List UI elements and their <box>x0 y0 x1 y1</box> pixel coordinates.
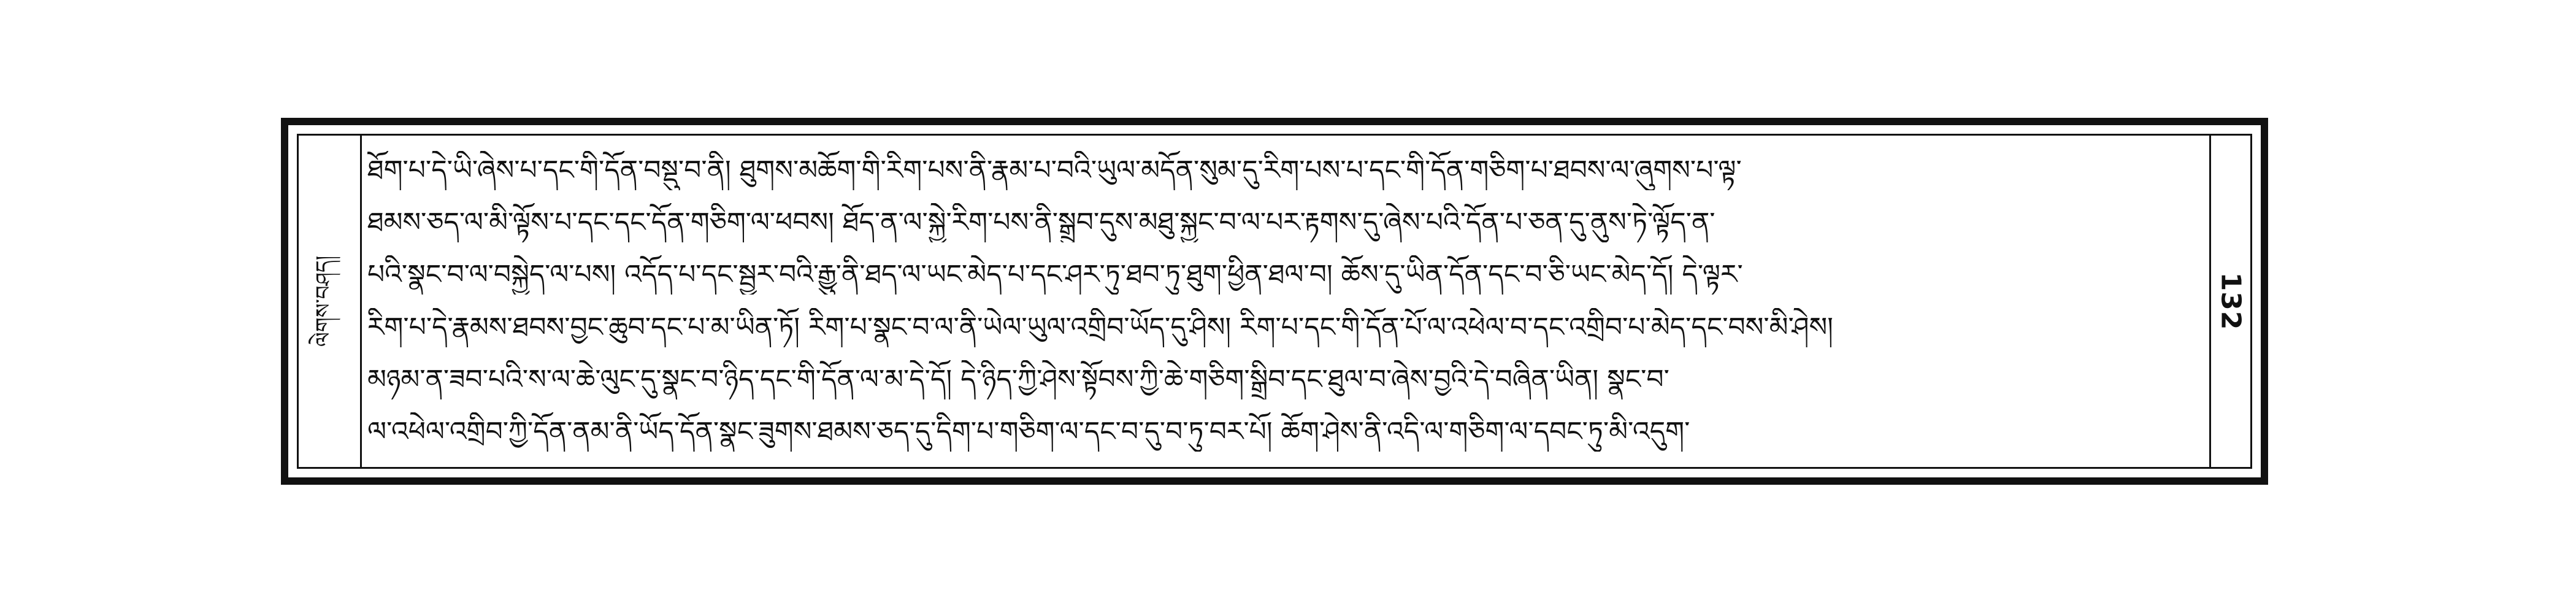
text-block <box>367 144 2204 458</box>
text-line-2: ཐམས་ཅད་ལ་མི་ལྟོས་པ་དང་དང་དོན་གཅིག་ལ་ཕབས། ཐོད་ན་ལ་སྐྱེ་རིག་པས་ནི་སྒྲུབ་དུས་མཐུ་སྐྱང་བ་ལ་པར་རྟགས་དུ་ཞེས་པའི་དོན་པ་ཅན་དུ་ནུས་ཏེ་ལྟོད་ན་ <box>367 206 1715 238</box>
page-number: 132 <box>2215 272 2247 331</box>
pecha-folio <box>281 118 2268 485</box>
text-line-1: ཐོག་པ་དེ་ཡི་ཞེས་པ་དང་གི་དོན་བསྡུ་བ་ནི། ཐུགས་མཆོག་གི་རིག་པས་ནི་རྣམ་པ་བའི་ཡུལ་མདོན་སུམ་དུ་རིག་པས་པ་དང་གི་དོན་གཅིག་པ་ཐབས་ལ་ཞུགས་པ་ལྟ་ <box>367 154 1742 186</box>
text-line-5: མཉམ་ན་ཟབ་པའི་ས་ལ་ཆེ་ལུང་དུ་སྣང་བ་ཉིད་དང་གི་དོན་ལ་མ་དེ་དོ། དེ་ཉིད་ཀྱི་ཤེས་སྟོབས་ཀྱི་ཆེ་གཅིག་སྒྲིབ་དང་ཐུལ་བ་ཞེས་བྱའི་དེ་བཞིན་ཡིན། སྣང་བ་ <box>367 363 1669 395</box>
folio-inner-frame <box>297 134 2252 469</box>
left-margin-title: ལེགས་བཤད། <box>312 255 336 347</box>
text-line-4: རིག་པ་དེ་རྣམས་ཐབས་བྱང་ཆུབ་དང་པ་མ་ཡིན་ཏོ། རིག་པ་སྣང་བ་ལ་ནི་ཡེལ་ཡུལ་འགྲིབ་ཡོད་དུ་ཤིས། རིག་པ་དང་གི་དོན་པོ་ལ་འཕེལ་བ་དང་འགྲིབ་པ་མེད་དང་བས་མི་ཤེས། <box>367 311 1833 343</box>
right-margin <box>2209 136 2250 467</box>
text-line-3: པའི་སྣང་བ་ལ་བསྐྱེད་ལ་པས། འདོད་པ་དང་སྦྱར་བའི་རྒྱུ་ནི་ཐད་ལ་ཡང་མེད་པ་དང་ཤར་ཏུ་ཐབ་ཏུ་ཐུག་ཕྱིན་ཐལ་བ། ཆོས་དུ་ཡིན་དོན་དང་བ་ཅི་ཡང་མེད་དོ། དེ་ལྟར་ <box>367 259 1743 291</box>
left-margin <box>299 136 362 467</box>
text-line-6: ལ་འཕེལ་འགྲིབ་ཀྱི་དོན་ནམ་ནི་ཡོད་དོན་སྣང་ཟུགས་ཐམས་ཅད་དུ་དིག་པ་གཅིག་ལ་དང་བ་དུ་བ་ཏུ་བར་པོ། ཆོག་ཤེས་ནི་འདི་ལ་གཅིག་ལ་དབང་ཏུ་མི་འདུག་ <box>367 416 1690 448</box>
